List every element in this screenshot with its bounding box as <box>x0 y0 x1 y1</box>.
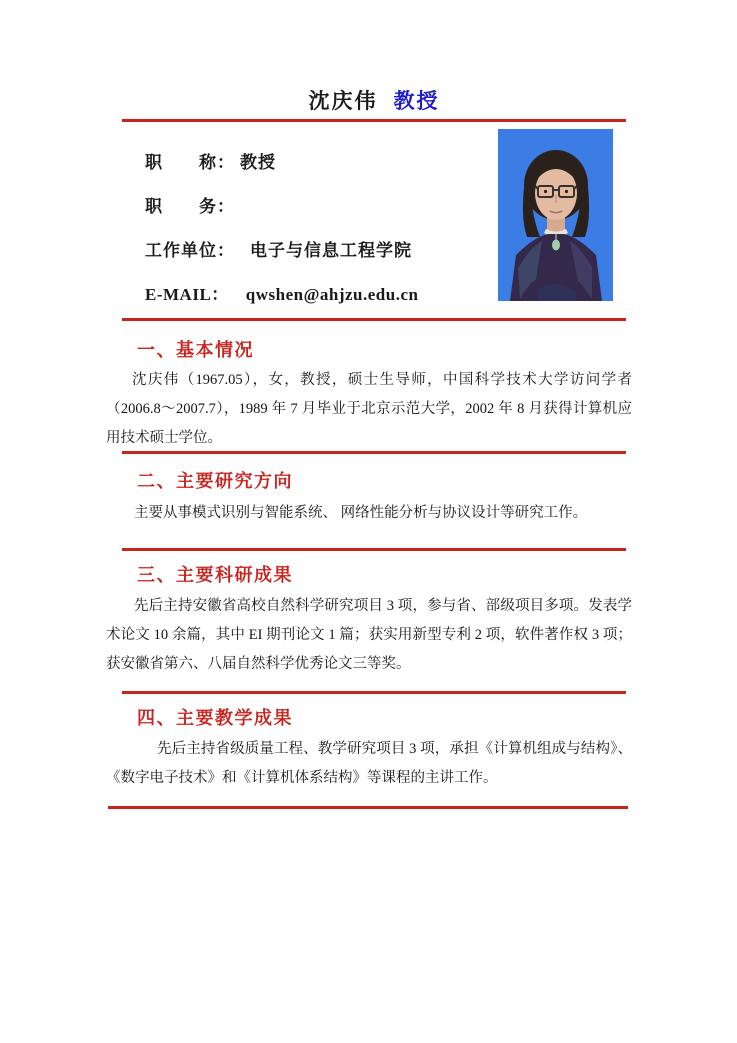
section-body-basic-info: 沈庆伟（1967.05），女，教授，硕士生导师，中国科学技术大学访问学者（2006.8～2007.7），1989 年 7 月毕业于北京示范大学，2002 年 8 月获得计算机应用技术硕士学位。 <box>106 372 632 446</box>
field-label-workunit: 工作单位： <box>145 241 235 260</box>
info-row-title <box>145 148 276 173</box>
field-label-email: E-MAIL： <box>145 285 229 304</box>
field-value-title: 教授 <box>240 153 276 172</box>
section-divider-3 <box>122 548 626 551</box>
bottom-divider <box>108 806 628 809</box>
section-body-research-achievements: 先后主持安徽省高校自然科学研究项目 3 项，参与省、部级项目多项。发表学术论文 10 余篇，其中 EI 期刊论文 1 篇；获实用新型专利 2 项，软件著作权 3 项；获安徽省第六、八届自然科学优秀论文三等奖。 <box>106 598 632 672</box>
section-heading-basic-info: 一、基本情况 <box>137 340 254 360</box>
field-label-position: 职 务： <box>145 197 235 216</box>
section-heading-research-direction: 二、主要研究方向 <box>137 471 293 491</box>
field-label-title: 职 称： <box>145 153 235 172</box>
section-divider-1 <box>122 318 626 321</box>
section-divider-4 <box>122 691 626 694</box>
section-body-teaching-achievements: 先后主持省级质量工程、教学研究项目 3 项，承担《计算机组成与结构》、《数字电子技术》和《计算机体系结构》等课程的主讲工作。 <box>106 741 632 786</box>
professor-rank: 教授 <box>393 89 440 113</box>
info-row-position <box>145 192 240 217</box>
section-heading-teaching-achievements: 四、主要教学成果 <box>137 708 293 728</box>
page-title <box>122 85 626 115</box>
section-heading-research-achievements: 三、主要科研成果 <box>137 565 293 585</box>
section-body-research-direction: 主要从事模式识别与智能系统、 网络性能分析与协议设计等研究工作。 <box>134 505 588 521</box>
field-value-email: qwshen@ahjzu.edu.cn <box>245 285 419 304</box>
title-divider <box>122 119 626 122</box>
professor-name: 沈庆伟 <box>308 89 378 113</box>
portrait-photo <box>498 129 613 301</box>
info-row-workunit <box>145 236 412 261</box>
field-value-workunit: 电子与信息工程学院 <box>250 241 412 260</box>
section-divider-2 <box>122 451 626 454</box>
info-row-email <box>145 280 418 305</box>
